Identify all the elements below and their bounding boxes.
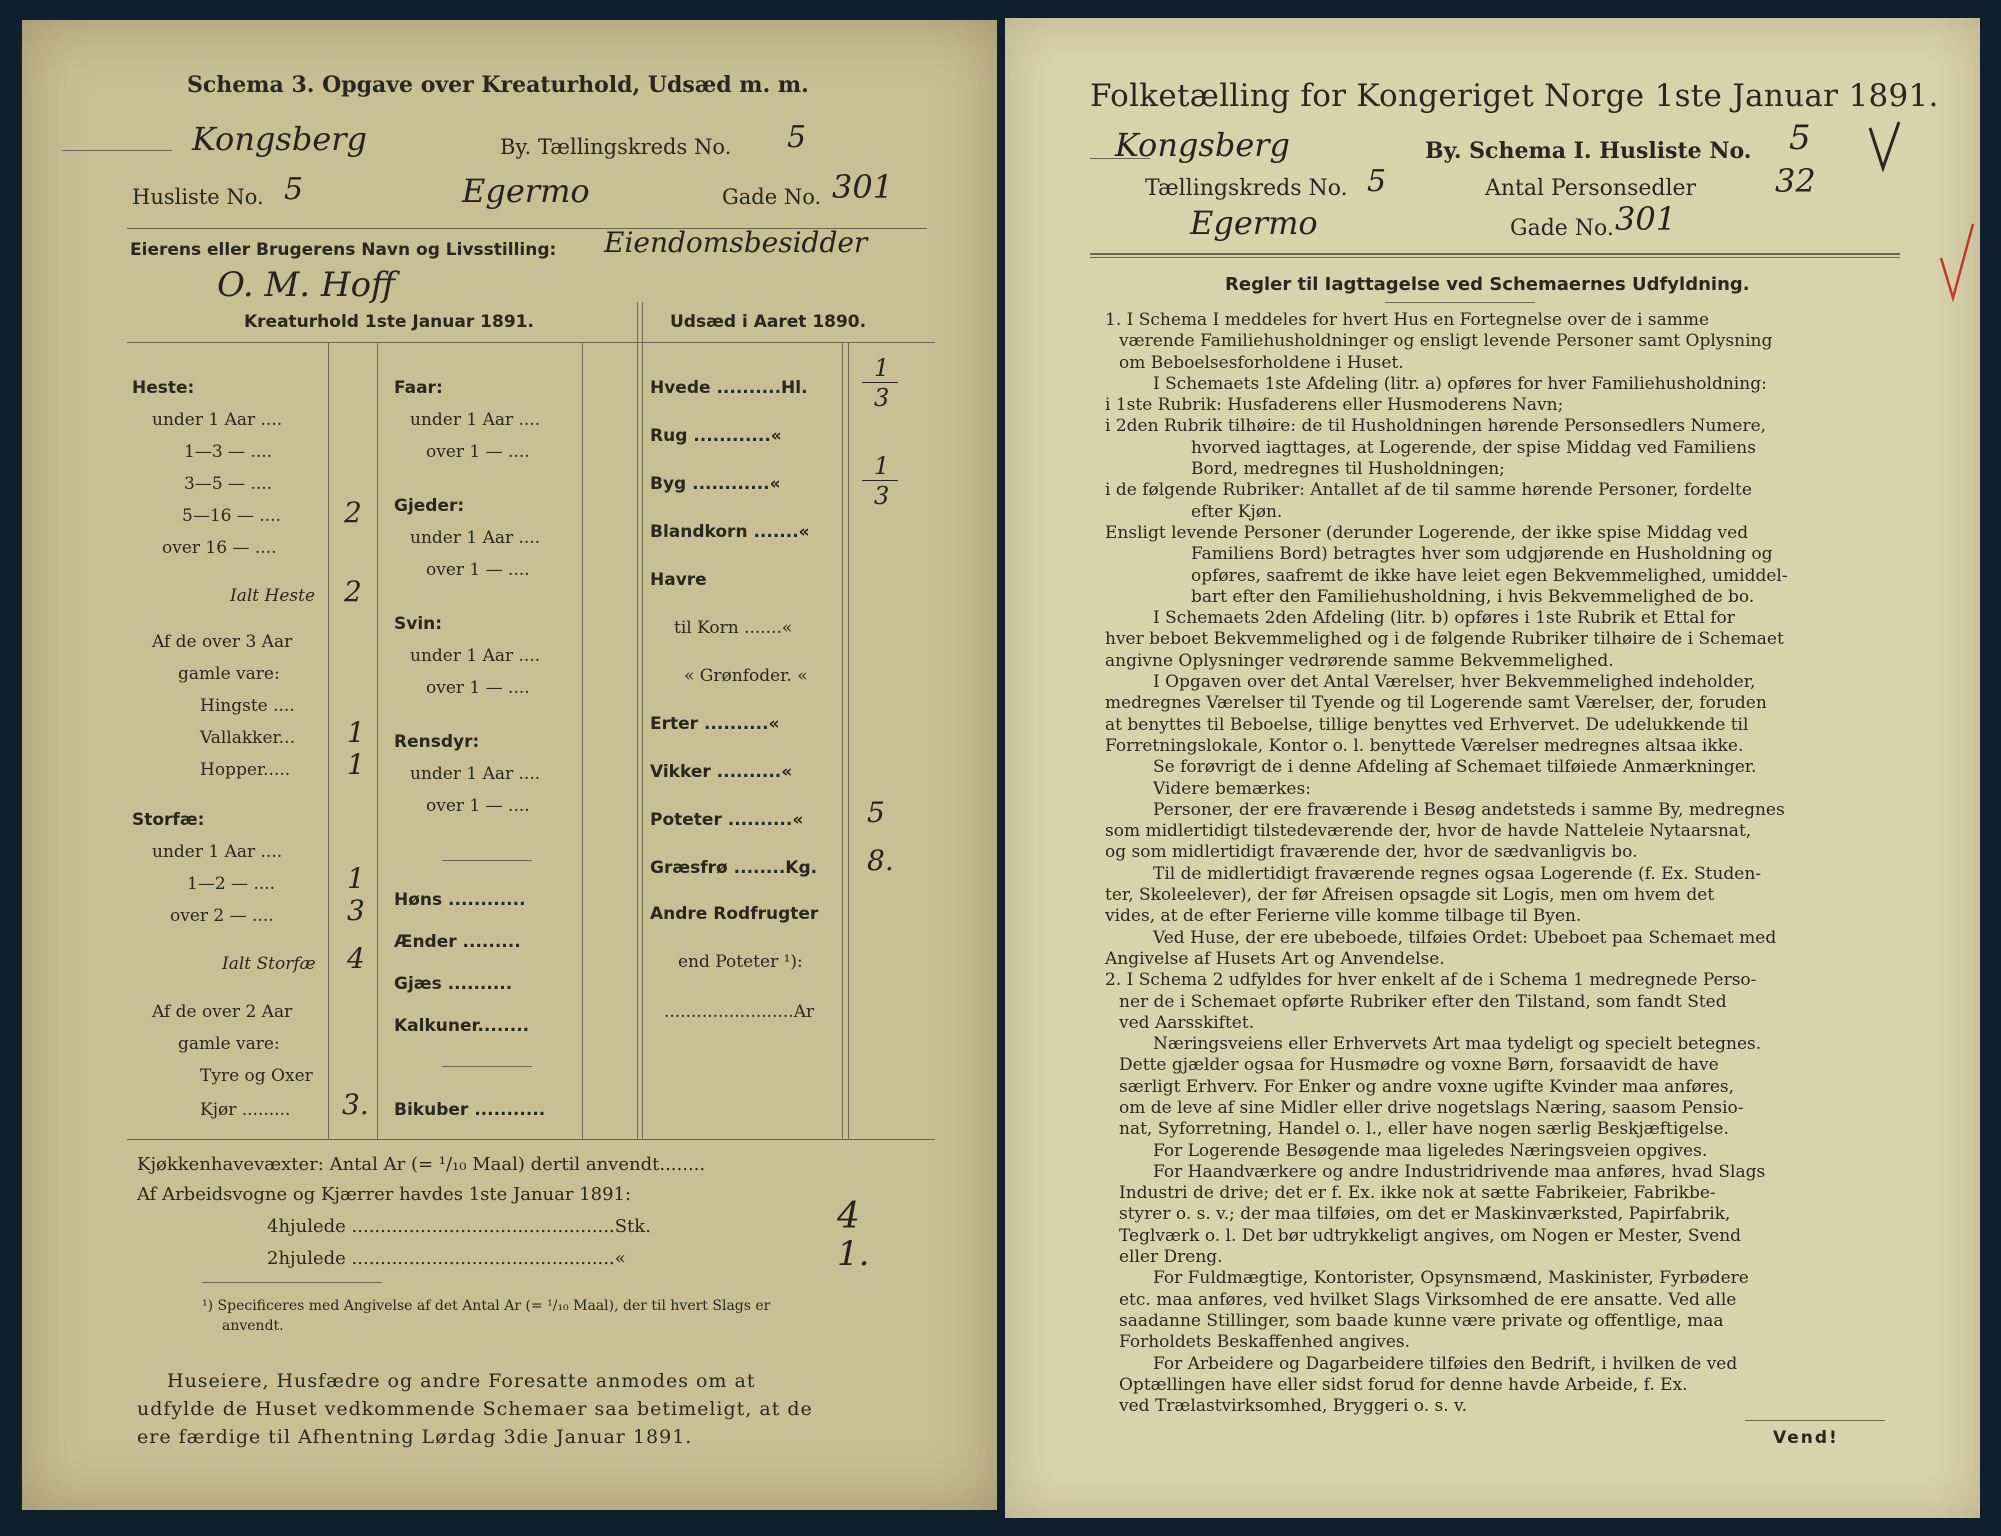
udsaed-row: Rug ............« [650, 426, 782, 446]
husliste-no-right: 5 [1789, 118, 1811, 158]
storfae-sub-intro: Af de over 2 Aar [152, 1002, 293, 1022]
rule-line: I Opgaven over det Antal Værelser, hver Bekvemmelighed indeholder, [1153, 672, 1756, 693]
kreds-no-right: 5 [1367, 164, 1387, 199]
red-check-icon [1935, 218, 1980, 308]
rule-line: angivne Oplysninger vedrørende samme Bekvemmelighed. [1105, 650, 1614, 671]
gade-no-right: 301 [1615, 200, 1677, 238]
rule-line: Industri de drive; det er f. Ex. ikke nok at sætte Fabrikeier, Fabrikbe- [1119, 1183, 1716, 1204]
rule-line: I Schemaets 2den Afdeling (litr. b) opføres i 1ste Rubrik et Ettal for [1153, 608, 1735, 629]
udsaed-row: Andre Rodfrugter [650, 904, 819, 924]
bird-row: Ænder ......... [394, 932, 521, 952]
rule-line: For Arbeidere og Dagarbeidere tilføies den Bedrift, i hvilken de ved [1153, 1353, 1738, 1374]
rule-line: bart efter den Familiehusholdning, i hvis Bekvemmelighed de bo. [1191, 586, 1755, 607]
udsaed-row: til Korn .......« [674, 618, 793, 638]
vallakker-value: 1 [347, 716, 365, 749]
rule-line: Ensligt levende Personer (derunder Logerende, der ikke spise Middag ved [1105, 522, 1749, 543]
storfae-title: Storfæ: [132, 810, 205, 830]
udsaed-row: Hvede ..........Hl. [650, 378, 808, 398]
gjeder-title: Gjeder: [394, 496, 465, 516]
husliste-label: Husliste No. [132, 185, 264, 209]
gade-label: Gade No. [722, 185, 822, 209]
fourwheel-label: 4hjulede ..............................................Stk. [267, 1216, 651, 1237]
bikuber-row: Bikuber ........... [394, 1100, 546, 1120]
bird-row: Høns ............ [394, 890, 526, 910]
mid-row: over 1 — .... [426, 560, 530, 580]
heste-title: Heste: [132, 378, 195, 398]
rule-line: etc. maa anføres, ved hvilket Slags Virksomhed de ere ansatte. Ved alle [1119, 1289, 1737, 1310]
antal-no: 32 [1775, 162, 1816, 200]
byg-den: 3 [874, 482, 890, 510]
storfae-row: under 1 Aar .... [152, 842, 283, 862]
rule-line: og som midlertidigt fraværende der, hvor de sædvanligvis bo. [1105, 842, 1638, 863]
rule-line: I Schemaets 1ste Afdeling (litr. a) opføres for hver Familiehusholdning: [1153, 373, 1767, 394]
rule-line: i 1ste Rubrik: Husfaderens eller Husmoderens Navn; [1105, 395, 1564, 416]
mid-row: under 1 Aar .... [410, 410, 541, 430]
storfae-row: over 2 — .... [170, 906, 274, 926]
heste-sub-row: Hopper..... [200, 760, 291, 780]
antal-label: Antal Personsedler [1485, 176, 1697, 201]
rule-line: For Fuldmægtige, Kontorister, Opsynsmænd, Maskinister, Fyrbødere [1153, 1268, 1749, 1289]
right-page-schema-1 [1005, 18, 1980, 1518]
byg-num: 1 [874, 452, 890, 480]
closing-line: ere færdige til Afhentning Lørdag 3die Januar 1891. [137, 1426, 693, 1448]
heste-row: 1—3 — .... [184, 442, 273, 462]
rule-line: ved Trælastvirksomhed, Bryggeri o. s. v. [1119, 1396, 1468, 1417]
rule-line: som midlertidigt tilstedeværende der, hvor de havde Natteleie Nytaarsnat, [1105, 821, 1752, 842]
hvede-num: 1 [874, 354, 890, 382]
rule-line: opføres, saafremt de ikke have leiet egen Bekvemmelighed, umiddel- [1191, 565, 1788, 586]
mid-row: under 1 Aar .... [410, 528, 541, 548]
rensdyr-title: Rensdyr: [394, 732, 480, 752]
heste-sub-row: Hingste .... [200, 696, 295, 716]
fourwheel-value: 4 [837, 1196, 860, 1237]
rule-line: efter Kjøn. [1191, 501, 1283, 522]
bird-row: Kalkuner........ [394, 1016, 530, 1036]
udsaed-row: Poteter ..........« [650, 810, 804, 830]
col-head-kreaturhold: Kreaturhold 1ste Januar 1891. [244, 312, 534, 332]
faar-title: Faar: [394, 378, 443, 398]
storfae-total-value: 4 [347, 942, 365, 975]
left-page-schema-3 [22, 20, 997, 1510]
storfae-row: 1—2 — .... [187, 874, 276, 894]
rule-line: vides, at de efter Ferierne ville komme tilbage til Byen. [1105, 906, 1582, 927]
census-title: Folketælling for Kongeriget Norge 1ste Januar 1891. [1090, 78, 1939, 114]
heste-row: 3—5 — .... [184, 474, 273, 494]
rule-line: saadanne Stillinger, som baade kunne være private og offentlige, maa [1119, 1310, 1724, 1331]
rule-line: Familiens Bord) betragtes hver som udgjørende en Husholdning og [1191, 544, 1773, 565]
street-handwritten: Egermo [462, 172, 590, 210]
rule-line: For Haandværkere og andre Industridrivende maa anføres, hvad Slags [1153, 1161, 1766, 1182]
rule-line: nat, Syforretning, Handel o. l., eller have nogen særlig Beskjæftigelse. [1119, 1119, 1729, 1140]
rule-line: om Beboelsesforholdene i Huset. [1119, 352, 1404, 373]
hopper-value: 1 [347, 748, 365, 781]
rule-line: Til de midlertidigt fraværende regnes ogsaa Logerende (f. Ex. Studen- [1153, 863, 1762, 884]
udsaed-row: Vikker ..........« [650, 762, 793, 782]
udsaed-row: Erter ..........« [650, 714, 780, 734]
udsaed-row: Havre [650, 570, 707, 590]
gade-label-right: Gade No. [1510, 216, 1614, 241]
kreds-no: 5 [787, 120, 807, 155]
closing-line: Huseiere, Husfædre og andre Foresatte anmodes om at [167, 1370, 756, 1392]
city-handwritten-right: Kongsberg [1115, 126, 1291, 164]
storfae-sub-row: Tyre og Oxer [200, 1066, 313, 1086]
rule-line: Forholdets Beskaffenhed angives. [1119, 1332, 1411, 1353]
mid-row: over 1 — .... [426, 796, 530, 816]
heste-row: over 16 — .... [162, 538, 277, 558]
udsaed-row: end Poteter ¹): [678, 952, 803, 972]
rule-line: i 2den Rubrik tilhøire: de til Husholdningen hørende Personsedlers Numere, [1105, 416, 1767, 437]
rule-line: Teglværk o. l. Det bør udtrykkeligt angives, om Nogen er Mester, Svend [1119, 1225, 1742, 1246]
mid-row: under 1 Aar .... [410, 646, 541, 666]
heste-sub-intro: gamle vare: [178, 664, 280, 684]
storfae-sub-row: Kjør ......... [200, 1100, 291, 1120]
rule-line: Angivelse af Husets Art og Anvendelse. [1105, 948, 1445, 969]
svin-title: Svin: [394, 614, 443, 634]
udsaed-row: Byg ............« [650, 474, 781, 494]
rules-title: Regler til Iagttagelse ved Schemaernes Udfyldning. [1225, 274, 1750, 295]
hvede-den: 3 [874, 384, 890, 412]
owner-name: O. M. Hoff [217, 265, 396, 305]
rule-line: Optællingen have eller sidst forud for denne havde Arbeide, f. Ex. [1119, 1374, 1688, 1395]
rule-line: For Logerende Besøgende maa ligeledes Næringsveien opgives. [1153, 1140, 1708, 1161]
kjor-value: 3. [342, 1088, 369, 1121]
closing-line: udfylde de Huset vedkommende Schemaer saa betimeligt, at de [137, 1398, 813, 1420]
storfae-value: 1 [347, 862, 365, 895]
twowheel-label: 2hjulede ..............................................« [267, 1248, 626, 1269]
rule-line: 2. I Schema 2 udfyldes for hver enkelt af de i Schema 1 medregnede Perso- [1105, 970, 1757, 991]
street-handwritten-right: Egermo [1190, 204, 1318, 242]
storfae-sub-intro: gamle vare: [178, 1034, 280, 1054]
rule-line: Næringsveiens eller Erhvervets Art maa tydeligt og specielt betegnes. [1153, 1034, 1762, 1055]
rule-line: Se forøvrigt de i denne Afdeling af Schemaet tilføiede Anmærkninger. [1153, 757, 1757, 778]
storfae-value: 3 [347, 894, 365, 927]
rule-line: ner de i Schemaet opførte Rubriker efter den Tilstand, som fandt Sted [1119, 991, 1727, 1012]
heste-total-value: 2 [344, 575, 362, 608]
rule-line: værende Familiehusholdninger og ensligt levende Personer samt Oplysning [1119, 331, 1773, 352]
udsaed-row: Græsfrø ........Kg. [650, 858, 818, 878]
mid-row: over 1 — .... [426, 678, 530, 698]
col-head-udsaed: Udsæd i Aaret 1890. [670, 312, 867, 332]
rule-line: medregnes Værelser til Tyende og til Logerende samt Værelser, der, foruden [1105, 693, 1767, 714]
rule-line: om de leve af sine Midler eller drive nogetslags Næring, saasom Pensio- [1119, 1097, 1744, 1118]
heste-sub-intro: Af de over 3 Aar [152, 632, 293, 652]
rules-body [1105, 310, 1885, 1417]
rule-line: ter, Skoleelever), der før Afreisen opsagde sit Logis, men om hvem det [1105, 885, 1715, 906]
rule-line: Bord, medregnes til Husholdningen; [1191, 459, 1505, 480]
vend-label: Vend! [1773, 1428, 1839, 1448]
footnote: anvendt. [222, 1318, 284, 1334]
heste-value: 2 [344, 496, 362, 529]
rule-line: i de følgende Rubriker: Antallet af de til samme hørende Personer, fordelte [1105, 480, 1752, 501]
bird-row: Gjæs .......... [394, 974, 513, 994]
udsaed-row: ........................Ar [664, 1002, 815, 1022]
owner-title: Eiendomsbesidder [604, 226, 868, 259]
rule-line: styrer o. s. v.; der maa tilføies, om det er Maskinværksted, Papirfabrik, [1119, 1204, 1731, 1225]
kreds-label-right: Tællingskreds No. [1145, 176, 1348, 201]
rule-line: Forretningslokale, Kontor o. l. benyttede Værelser medregnes altsaa ikke. [1105, 735, 1744, 756]
schema1-label: By. Schema I. Husliste No. [1425, 138, 1752, 164]
heste-row: under 1 Aar .... [152, 410, 283, 430]
rule-line: hvorved iagttages, at Logerende, der spise Middag ved Familiens [1191, 437, 1756, 458]
poteter-value: 5 [867, 796, 885, 829]
udsaed-row: « Grønfoder. « [684, 666, 808, 686]
rule-line: Personer, der ere fraværende i Besøg andetsteds i samme By, medregnes [1153, 799, 1785, 820]
udsaed-row: Blandkorn .......« [650, 522, 810, 542]
city-handwritten: Kongsberg [192, 120, 368, 158]
husliste-no: 5 [284, 172, 304, 207]
mid-row: under 1 Aar .... [410, 764, 541, 784]
schema3-header: Schema 3. Opgave over Kreaturhold, Udsæd m. m. [187, 72, 809, 98]
vogne-line: Af Arbeidsvogne og Kjærrer havdes 1ste Januar 1891: [137, 1184, 632, 1205]
footnote: ¹) Specificeres med Angivelse af det Antal Ar (= ¹/₁₀ Maal), der til hvert Slags er [202, 1298, 771, 1314]
storfae-total-label: Ialt Storfæ [222, 954, 316, 974]
rule-line: eller Dreng. [1119, 1247, 1223, 1268]
gade-no: 301 [832, 168, 894, 206]
by-kreds-label: By. Tællingskreds No. [500, 135, 732, 159]
heste-row: 5—16 — .... [182, 506, 281, 526]
rule-line: hver beboet Bekvemmelighed og i de følgende Rubriker tilhøire de i Schemaet [1105, 629, 1784, 650]
heste-total-label: Ialt Heste [230, 586, 316, 606]
rule-line: Videre bemærkes: [1153, 778, 1311, 799]
twowheel-value: 1. [837, 1234, 870, 1274]
graesfro-value: 8. [867, 844, 894, 877]
rule-line: at benyttes til Beboelse, tillige benyttes ved Erhvervet. De udelukkende til [1105, 714, 1749, 735]
rule-line: ved Aarsskiftet. [1119, 1012, 1255, 1033]
rule-line: 1. I Schema I meddeles for hvert Hus en Fortegnelse over de i samme [1105, 310, 1710, 330]
mid-row: over 1 — .... [426, 442, 530, 462]
heste-sub-row: Vallakker... [200, 728, 295, 748]
rule-line: særligt Erhverv. For Enker og andre voxne ugifte Kvinder maa anføres, [1119, 1076, 1735, 1097]
owner-label: Eierens eller Brugerens Navn og Livsstilling: [130, 240, 557, 260]
rule-line: Dette gjælder ogsaa for Husmødre og voxne Børn, forsaavidt de have [1119, 1055, 1719, 1076]
check-mark-icon [1865, 118, 1905, 178]
rule-line: Ved Huse, der ere ubeboede, tilføies Ordet: Ubeboet paa Schemaet med [1153, 927, 1777, 948]
kjokken-line: Kjøkkenhavevæxter: Antal Ar (= ¹/₁₀ Maal) dertil anvendt........ [137, 1154, 706, 1175]
